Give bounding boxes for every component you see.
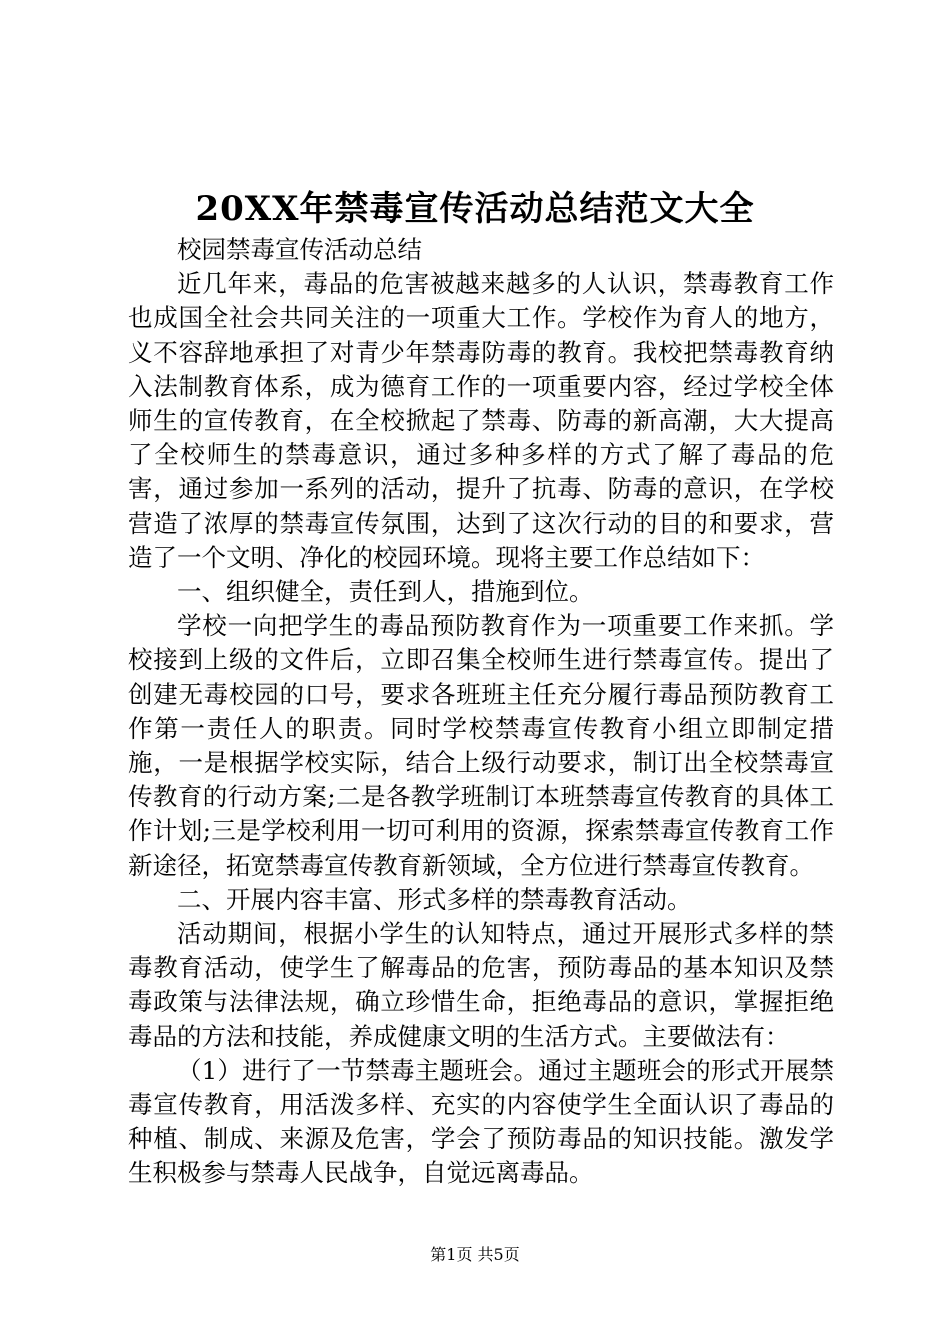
- section-heading: 二、开展内容丰富、形式多样的禁毒教育活动。: [177, 884, 692, 914]
- section-heading: 校园禁毒宣传活动总结: [177, 235, 422, 264]
- paragraph: 学校一向把学生的毒品预防教育作为一项重要工作来抓。学校接到上级的文件后，立即召集全校师生进行禁毒宣传。提出了创建无毒校园的口号，要求各班班主任充分履行毒品预防教育工作第一责任人的职责。同时学校禁毒宣传教育小组立即制定措施，一是根据学校实际，结合上级行动要求，制订出全校禁毒宣传教育的行动方案;二是各教学班制订本班禁毒宣传教育的具体工作计划;三是学校利用一切可利用的资源，探索禁毒宣传教育工作新途径，拓宽禁毒宣传教育新领域，全方位进行禁毒宣传教育。: [128, 611, 834, 880]
- section-heading: 一、组织健全，责任到人，措施到位。: [177, 577, 594, 607]
- paragraph: 活动期间，根据小学生的认知特点，通过开展形式多样的禁毒教育活动，使学生了解毒品的危害，预防毒品的基本知识及禁毒政策与法律法规，确立珍惜生命，拒绝毒品的意识，掌握拒绝毒品的方法和技能，养成健康文明的生活方式。主要做法有：: [128, 919, 834, 1051]
- paragraph: 近几年来，毒品的危害被越来越多的人认识，禁毒教育工作也成国全社会共同关注的一项重大工作。学校作为育人的地方，义不容辞地承担了对青少年禁毒防毒的教育。我校把禁毒教育纳入法制教育体系，成为德育工作的一项重要内容，经过学校全体师生的宣传教育，在全校掀起了禁毒、防毒的新高潮，大大提高了全校师生的禁毒意识，通过多种多样的方式了解了毒品的危害，通过参加一系列的活动，提升了抗毒、防毒的意识，在学校营造了浓厚的禁毒宣传氛围，达到了这次行动的目的和要求，营造了一个文明、净化的校园环境。现将主要工作总结如下：: [128, 269, 834, 572]
- paragraph: （1）进行了一节禁毒主题班会。通过主题班会的形式开展禁毒宣传教育，用活泼多样、充实的内容使学生全面认识了毒品的种植、制成、来源及危害，学会了预防毒品的知识技能。激发学生积极参与禁毒人民战争，自觉远离毒品。: [128, 1055, 834, 1188]
- document-title: 20XX年禁毒宣传活动总结范文大全: [195, 189, 755, 229]
- document-body: [128, 233, 834, 1191]
- page-footer: 第1页 共5页: [430, 1245, 520, 1264]
